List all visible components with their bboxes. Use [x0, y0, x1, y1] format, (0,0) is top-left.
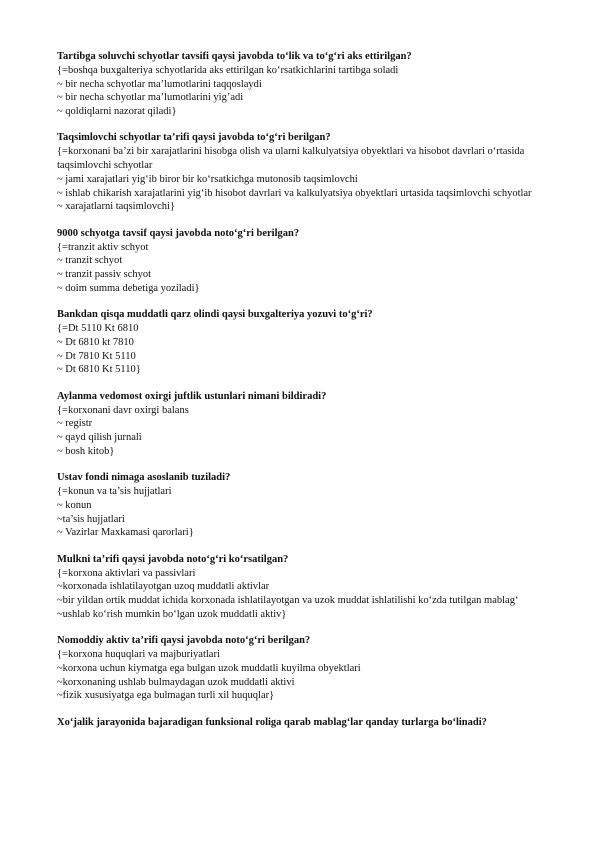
answer-option: ~korxonaning ushlab bulmaydagan uzok muddatli aktivi — [57, 676, 295, 688]
question-title: Xo‘jalik jarayonida bajaradigan funksional roliga qarab mablag‘lar qanday turlarga bo‘linadi? — [57, 716, 487, 728]
answer-option: ~ doim summa debetiga yoziladi} — [57, 282, 200, 294]
answer-option: ~ Vazirlar Maxkamasi qarorlari} — [57, 527, 194, 539]
question-title: 9000 schyotga tavsif qaysi javobda noto‘g‘ri berilgan? — [57, 227, 300, 239]
answer-option: {=korxonani davr oxirgi balans — [57, 404, 189, 416]
question-title: Bankdan qisqa muddatli qarz olindi qaysi buxgalteriya yozuvi to‘g‘ri? — [57, 309, 373, 321]
answer-option: {=tranzit aktiv schyot — [57, 241, 149, 253]
question-title: Nomoddiy aktiv ta’rifi qaysi javobda noto‘g‘ri berilgan? — [57, 635, 311, 647]
question-title: Tartibga soluvchi schyotlar tavsifi qaysi javobda to‘lik va to‘g‘ri aks ettirilgan? — [57, 51, 412, 62]
answer-option: ~ konun — [57, 499, 92, 511]
answer-option: ~bir yildan ortik muddat ichida korxonada ishlatilayotgan va uzok muddat ishlatilishi ko‘zda tutilgan mablag‘ — [57, 595, 519, 607]
answer-option: {=boshqa buxgalteriya schyotlarida aks ettirilgan ko‘rsatkichlarini tartibga soladi — [57, 64, 399, 76]
answer-option: {=korxona aktivlari va passivlari — [57, 567, 196, 579]
question-block — [57, 50, 557, 119]
question-block — [57, 390, 557, 459]
question-title: Taqsimlovchi schyotlar ta’rifi qaysi javobda to‘g‘ri berilgan? — [57, 132, 331, 144]
answer-option: ~ tranzit passiv schyot — [57, 269, 152, 281]
answer-option: ~ xarajatlarni taqsimlovchi} — [57, 201, 176, 213]
answer-option: ~fizik xususiyatga ega bulmagan turli xil huquqlar} — [57, 690, 275, 702]
answer-option: ~korxona uchun kiymatga ega bulgan uzok muddatli kuyilma obyektlari — [57, 662, 361, 674]
question-block — [57, 471, 557, 540]
answer-option: {=korxonani ba’zi bir xarajatlarini hisobga olish va ularni kalkulyatsiya obyektlari va hisobot davrlari o‘rtasida taqsimlovchi schyotlar — [57, 146, 525, 172]
answer-option: {=konun va ta’sis hujjatlari — [57, 486, 172, 498]
answer-option: ~ qayd qilish jurnali — [57, 432, 142, 444]
answer-option: {=korxona huquqlari va majburiyatlari — [57, 648, 220, 660]
answer-option: ~ bir necha schyotlar ma’lumotlarini yig’adi — [57, 92, 244, 104]
question-block — [57, 227, 557, 296]
answer-option: ~korxonada ishlatilayotgan uzoq muddatli aktivlar — [57, 581, 270, 593]
answer-option: {=Dt 5110 Kt 6810 — [57, 323, 139, 335]
document-page — [57, 50, 557, 742]
question-block — [57, 553, 557, 622]
question-block — [57, 634, 557, 703]
question-title: Ustav fondi nimaga asoslanib tuziladi? — [57, 472, 231, 484]
answer-option: ~ tranzit schyot — [57, 255, 123, 267]
question-title: Aylanma vedomost oxirgi juftlik ustunlari nimani bildiradi? — [57, 390, 327, 402]
question-block — [57, 131, 557, 214]
question-block — [57, 308, 557, 377]
answer-option: ~ Dt 6810 Kt 5110} — [57, 364, 141, 376]
answer-option: ~ Dt 6810 kt 7810 — [57, 336, 134, 348]
answer-option: ~ qoldiqlarni nazorat qiladi} — [57, 106, 177, 118]
question-title: Mulkni ta’rifi qaysi javobda noto‘g‘ri ko‘rsatilgan? — [57, 553, 289, 565]
answer-option: ~ bosh kitob} — [57, 445, 115, 457]
answer-option: ~ushlab ko‘rish mumkin bo‘lgan uzok muddatli aktiv} — [57, 608, 287, 620]
answer-option: ~ta’sis hujjatlari — [57, 513, 125, 525]
answer-option: ~ Dt 7810 Kt 5110 — [57, 350, 136, 362]
answer-option: ~ registr — [57, 418, 93, 430]
answer-option: ~ jami xarajatlari yig‘ib biror bir ko‘rsatkichga mutonosib taqsimlovchi — [57, 173, 358, 185]
question-block — [57, 716, 557, 730]
answer-option: ~ bir necha schyotlar ma’lumotlarini taqqoslaydi — [57, 78, 262, 90]
answer-option: ~ ishlab chikarish xarajatlarini yig‘ib hisobot davrlari va kalkulyatsiya obyektlari urtasida taqsimlovchi schyotlar — [57, 187, 532, 199]
